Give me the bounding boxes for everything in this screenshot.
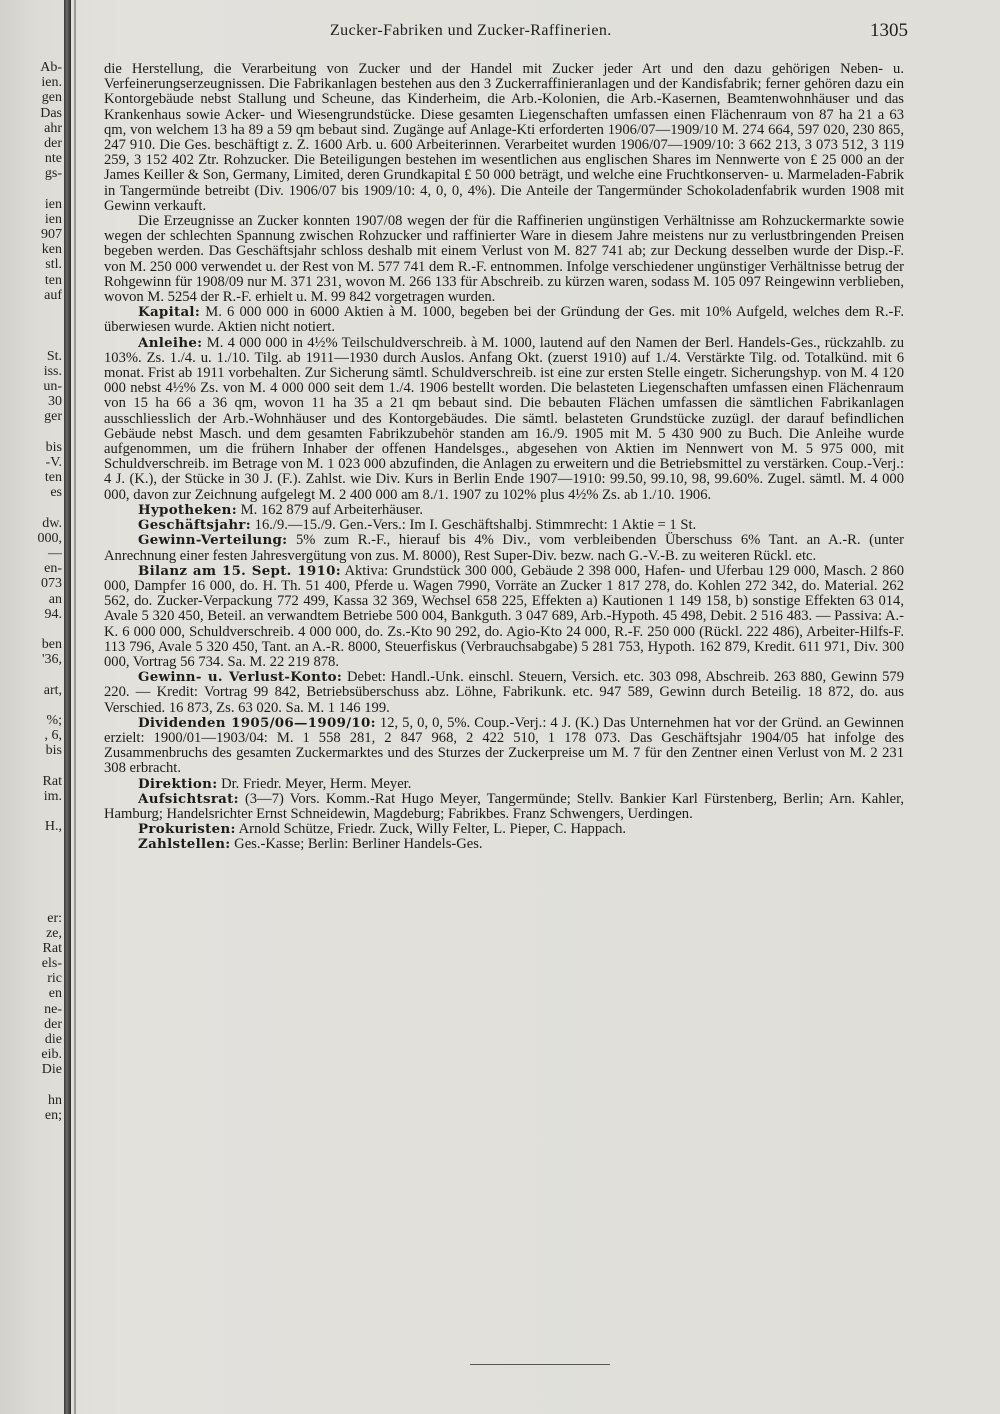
paragraph [104, 837, 904, 852]
end-rule [470, 1364, 610, 1365]
left-fragment: art, [43, 682, 62, 698]
paragraph-text: die Herstellung, die Verarbeitung von Zucker und der Handel mit Zucker jeder Art und den dazu gehörigen Neben- u. Verfeinerungserzeugnissen. Die Fabrikanlagen bestehen aus den 3 Zuckerraffinieranlagen und der Kandisfabrik; ferner gehören dazu ein Kontorgebäude nebst Stallung und Scheune, das Kinderheim, die Arb.-Kolonien, die Arb.-Kasernen, Beamtenwohnhäuser und das Krankenhaus sowie Acker- und Wiesengrundstücke. Diese gesamten Liegenschaften umfassen einen Flächenraum von 87 ha 21 a 63 qm, von welchem 13 ha 89 a 59 qm bebaut sind. Zugänge auf Anlage-Kti erforderten 1906/07—1909/10 M. 274 664, 597 020, 230 865, 247 910. Die Ges. beschäftigt z. Z. 1600 Arb. u. 600 Arbeiterinnen. Verarbeitet wurden 1906/07—1909/10: 3 662 213, 3 073 512, 3 119 259, 3 152 402 Ztr. Rohzucker. Die Beteiligungen bestehen im wesentlichen aus englischen Shares im Nennwerte von £ 25 000 an der James Keiller & Son, Germany, Limited, deren Grundkapital £ 50 000 beträgt, und welche eine Fruchtkonserven- u. Marmeladen-Fabrik in Tangermünde betreibt (Div. 1906/07 bis 1909/10: 4, 0, 0, 4%). Die Anteile der Tangermünder Schokoladenfabrik wurden 1908 mit Gewinn verkauft. [104, 61, 904, 214]
left-fragment: ken [41, 242, 62, 258]
section-heading: Direktion: [138, 775, 218, 792]
section-heading: Prokuristen: [138, 821, 236, 838]
left-fragment [0, 850, 62, 865]
section-heading: Kapital: [138, 304, 201, 321]
left-fragment: es [50, 485, 62, 501]
left-fragment: ten [44, 470, 62, 486]
left-fragment: er: [47, 910, 62, 926]
left-fragment: dw. [42, 515, 62, 531]
paragraph-text: (3—7) Vors. Komm.-Rat Hugo Meyer, Tangermünde; Stellv. Bankier Karl Fürstenberg, Berlin; Arn. Kahler, Hamburg; Handelsrichter Ernst Schneidewin, Magdeburg; Fabrikbes. Franz Schwengers, Uerdingen. [104, 790, 904, 822]
paragraph [104, 214, 904, 305]
left-fragment: -V. [45, 454, 62, 470]
paragraph-text: Arnold Schütze, Friedr. Zuck, Willy Felter, L. Pieper, C. Happach. [235, 821, 627, 838]
left-fragment [0, 182, 62, 197]
left-fragment: Das [40, 105, 62, 121]
left-fragment: der [44, 135, 62, 151]
paragraph [104, 336, 904, 503]
left-fragment: gs- [44, 166, 62, 182]
left-fragment: — [48, 546, 62, 561]
left-fragment: ne- [44, 1001, 62, 1017]
left-fragment [0, 668, 62, 683]
paragraph-text: M. 6 000 000 in 6000 Aktien à M. 1000, begeben bei der Gründung der Ges. mit 10% Aufgeld, welches dem R.-F. überwiesen wurde. Aktien nicht notiert. [104, 304, 904, 336]
section-heading: Hypotheken: [138, 501, 237, 518]
left-fragment: die [44, 1032, 62, 1047]
left-fragment: der [44, 1016, 62, 1032]
left-fragment [0, 622, 62, 637]
left-fragment: ten [44, 272, 62, 288]
paragraph [104, 533, 904, 563]
book-gutter [64, 0, 71, 1414]
left-fragment: ien [44, 211, 62, 227]
left-fragment: bis [45, 439, 62, 455]
left-fragment [0, 500, 62, 515]
left-fragment: %; [46, 713, 62, 729]
left-fragment: eib. [41, 1047, 62, 1063]
paragraph [104, 62, 904, 214]
paragraph [104, 822, 904, 837]
left-fragment: auf [44, 287, 62, 303]
running-title: Zucker-Fabriken und Zucker-Raffinerien. [330, 22, 612, 39]
left-fragment [0, 333, 62, 348]
left-fragment [0, 804, 62, 819]
page-number: 1305 [870, 20, 908, 41]
left-fragment: Die [41, 1062, 62, 1078]
left-fragment: un- [43, 378, 62, 394]
left-fragment: ger [44, 409, 62, 425]
page-header [100, 20, 908, 46]
left-fragment: hn [48, 1092, 62, 1108]
left-fragment: Ab- [40, 60, 62, 75]
paragraph-text: Aktiva: Grundstück 300 000, Gebäude 2 398 000, Hafen- und Uferbau 129 000, Masch. 2 860 000, Dampfer 16 000, do. H. Th. 51 400, Pferde u. Wagen 7990, Vorräte an Zucker 1 817 278, do. Kohlen 272 342, do. Material. 262 562, do. Zucker-Verpackung 772 499, Kassa 32 369, Wechsel 658 225, Effekten a) Kautionen 1 149 158, b) sonstige Effekten 63 014, Avale 5 320 450, Beteil. an verwandtem Betriebe 500 004, Bankguth. 3 047 689, Arb.-Hypoth. 45 498, Debit. 2 516 483. — Passiva: A.-K. 6 000 000, Schuldverschreib. 4 000 000, do. Zs.-Kto 90 292, do. Agio-Kto 24 000, R.-F. 250 000 (Rückl. 222 486), Arbeiter-Hilfs-F. 113 796, Avale 5 320 450, Tant. an A.-R. 8000, Steuerfiskus (Verbrauchsabgabe) 5 281 753, Hypoth. 162 879, Kredit. 611 971, Div. 300 000, Vortrag 56 734. Sa. M. 22 219 878. [104, 562, 904, 670]
paragraph [104, 670, 904, 716]
left-fragment [0, 835, 62, 850]
paragraph-text: 12, 5, 0, 0, 5%. Coup.-Verj.: 4 J. (K.) Das Unternehmen hat vor der Gründ. an Gewinnen erzielt: 1900/01—1903/04: M. 1 558 281, 2 847 968, 2 422 510, 1 178 073. Das Geschäftsjahr 1904/05 hat infolge des Zusammenbruchs des gesamten Zuckermarktes und des Sturzes der Zuckerpreise um M. 7 für den Zentner einen Verlust von M. 2 231 308 erbracht. [104, 714, 904, 777]
paragraph-text: Die Erzeugnisse an Zucker konnten 1907/08 wegen der für die Raffinerien ungünstigen Verhältnisse am Rohzuckermarkte sowie wegen der schlechten Spannung zwischen Rohzucker und raffinierter Ware in diesem Jahre meistens nur zu verlustbringenden Preisen begeben werden. Das Geschäftsjahr schloss deshalb mit einem Verlust von M. 827 741 ab; zur Deckung desselben wurde der Disp.-F. von M. 250 000 verwendet u. der Rest von M. 577 741 dem R.-F. entnommen. Infolge verschiedener ungünstiger Verhältnisse betrug der Rohgewinn für 1908/09 nur M. 371 231, wovon M. 266 133 für Abschreib. zu kürzen waren, sodass M. 105 097 Reingewinn verblieben, wovon M. 5254 der R.-F. erhielt u. M. 99 842 vorgetragen wurden. [104, 213, 904, 306]
left-fragment: nte [44, 151, 62, 167]
section-heading: Zahlstellen: [138, 836, 231, 853]
article-body [104, 62, 904, 853]
section-heading: Aufsichtsrat: [138, 790, 239, 807]
paragraph-text: M. 162 879 auf Arbeiterhäuser. [236, 501, 423, 518]
left-fragment: ahr [44, 120, 62, 136]
section-heading: Gewinn- u. Verlust-Konto: [138, 669, 343, 686]
left-fragment: ric [47, 971, 62, 987]
left-fragment: an [48, 591, 62, 607]
left-fragment [0, 425, 62, 440]
paragraph-text: Dr. Friedr. Meyer, Herm. Meyer. [217, 775, 412, 792]
left-fragment: els- [41, 956, 62, 972]
paragraph [104, 716, 904, 777]
left-fragment: 907 [41, 227, 62, 243]
section-heading: Geschäftsjahr: [138, 517, 251, 534]
left-fragment [0, 698, 62, 713]
paragraph [104, 503, 904, 518]
left-page-edge-fragments [0, 60, 62, 1123]
left-fragment: , 6, [44, 728, 62, 744]
left-fragment: Rat [42, 773, 62, 789]
left-fragment: gen [41, 90, 62, 106]
left-fragment: Rat [42, 940, 62, 956]
left-fragment: 000, [37, 530, 62, 546]
left-fragment [0, 895, 62, 910]
left-fragment: en; [44, 1107, 62, 1123]
section-heading: Bilanz am 15. Sept. 1910: [138, 562, 341, 579]
paragraph-text: M. 4 000 000 in 4½% Teilschuldverschreib. à M. 1000, lautend auf den Namen der Berl. Handels-Ges., rückzahlb. zu 103%. Zs. 1./4. u. 1./10. Tilg. ab 1911—1930 durch Auslos. Anfang Okt. (zuerst 1910) auf 1./4. Verstärkte Tilg. od. Totalkünd. mit 6 monat. Frist ab 1911 vorbehalten. Zur Sicherung sämtl. Schuldverschreib. ist eine zur ersten Stelle eingetr. Sicherungshyp. von M. 4 120 000 nebst 4½% Zs. von M. 4 000 000 seit dem 1./4. 1906 bestellt worden. Die belasteten Liegenschaften umfassen einen Flächenraum von 15 ha 66 a 36 qm, wovon 11 ha 35 a 21 qm bebaut sind. Die bebauten Flächen umfassen die sämtlichen Fabrikanlagen ausschliesslich der Arb.-Wohnhäuser und des Kontorgebäudes. Die sämtl. belasteten Grundstücke zuzügl. der darauf befindlichen Gebäude nebst Masch. und dem gesamten Fabrikzubehör standen am 16./9. 1905 mit M. 5 430 900 zu Buch. Die Anleihe wurde aufgenommen, um die frühern Inhaber der offenen Handelsges., abgesehen von Aktien im Nennwert von M. 5 975 000, mit Schuldverschreib. im Betrage von M. 1 023 000 abzufinden, die Anlagen zu erweitern und die Betriebsmittel zu verstärken. Coup.-Verj.: 4 J. (K.), der Stücke in 30 J. (F.). Zahlst. wie Div. Kurs in Berlin Ende 1907—1910: 99.50, 99.10, 98, 99.60%. Zugel. sämtl. M. 4 000 000, davon zur Zeichnung aufgelegt M. 2 400 000 am 8./1. 1907 zu 102% plus 4½% Zs. ab 1./10. 1906. [104, 334, 904, 503]
paragraph-text: 5% zum R.-F., hierauf bis 4% Div., vom verbleibenden Überschuss 6% Tant. an A.-R. (unter Anrechnung einer festen Jahresvergütung von zus. M. 8000), Rest Super-Div. bezw. nach G.-V.-B. zu weiteren Rückl. etc. [104, 532, 904, 564]
left-fragment: H., [44, 819, 62, 835]
paragraph-text: 16./9.—15./9. Gen.-Vers.: Im I. Geschäftshalbj. Stimmrecht: 1 Aktie = 1 St. [251, 517, 697, 534]
left-fragment [0, 865, 62, 880]
left-fragment: St. [46, 348, 62, 364]
left-fragment: ze, [46, 925, 62, 941]
left-fragment [0, 318, 62, 333]
left-fragment: '36, [41, 652, 62, 668]
paragraph-text: Debet: Handl.-Unk. einschl. Steuern, Versich. etc. 303 098, Abschreib. 263 880, Gewinn 579 220. — Kredit: Vortrag 99 842, Betriebsüberschuss abz. Löhne, Fabrikunk. etc. 947 589, Gewinn durch Beteilig. 18 872, do. aus Verschied. 16 873, Zs. 63 020. Sa. M. 1 146 199. [104, 669, 904, 716]
left-fragment: iss. [43, 363, 62, 379]
section-heading: Gewinn-Verteilung: [138, 532, 288, 549]
section-heading: Anleihe: [138, 334, 203, 351]
section-heading: Dividenden 1905/06—1909/10: [138, 714, 376, 731]
gutter-shadow [74, 0, 76, 1414]
left-fragment: 94. [44, 606, 62, 622]
paragraph-text: Ges.-Kasse; Berlin: Berliner Handels-Ges. [230, 836, 483, 853]
left-fragment [0, 1078, 62, 1093]
left-fragment: stl. [45, 257, 62, 273]
left-fragment: ben [41, 637, 62, 653]
left-fragment: 073 [41, 576, 62, 592]
left-fragment: en [48, 986, 62, 1002]
left-fragment: bis [45, 743, 62, 759]
left-fragment [0, 759, 62, 774]
paragraph [104, 564, 904, 670]
left-fragment: ien. [41, 75, 62, 91]
left-fragment: im. [43, 789, 62, 804]
left-fragment: en- [44, 561, 62, 577]
paragraph [104, 305, 904, 335]
left-fragment: ien [44, 196, 62, 212]
paragraph [104, 777, 904, 792]
left-fragment [0, 303, 62, 318]
left-fragment [0, 880, 62, 895]
paragraph [104, 792, 904, 822]
left-fragment: 30 [48, 394, 62, 410]
